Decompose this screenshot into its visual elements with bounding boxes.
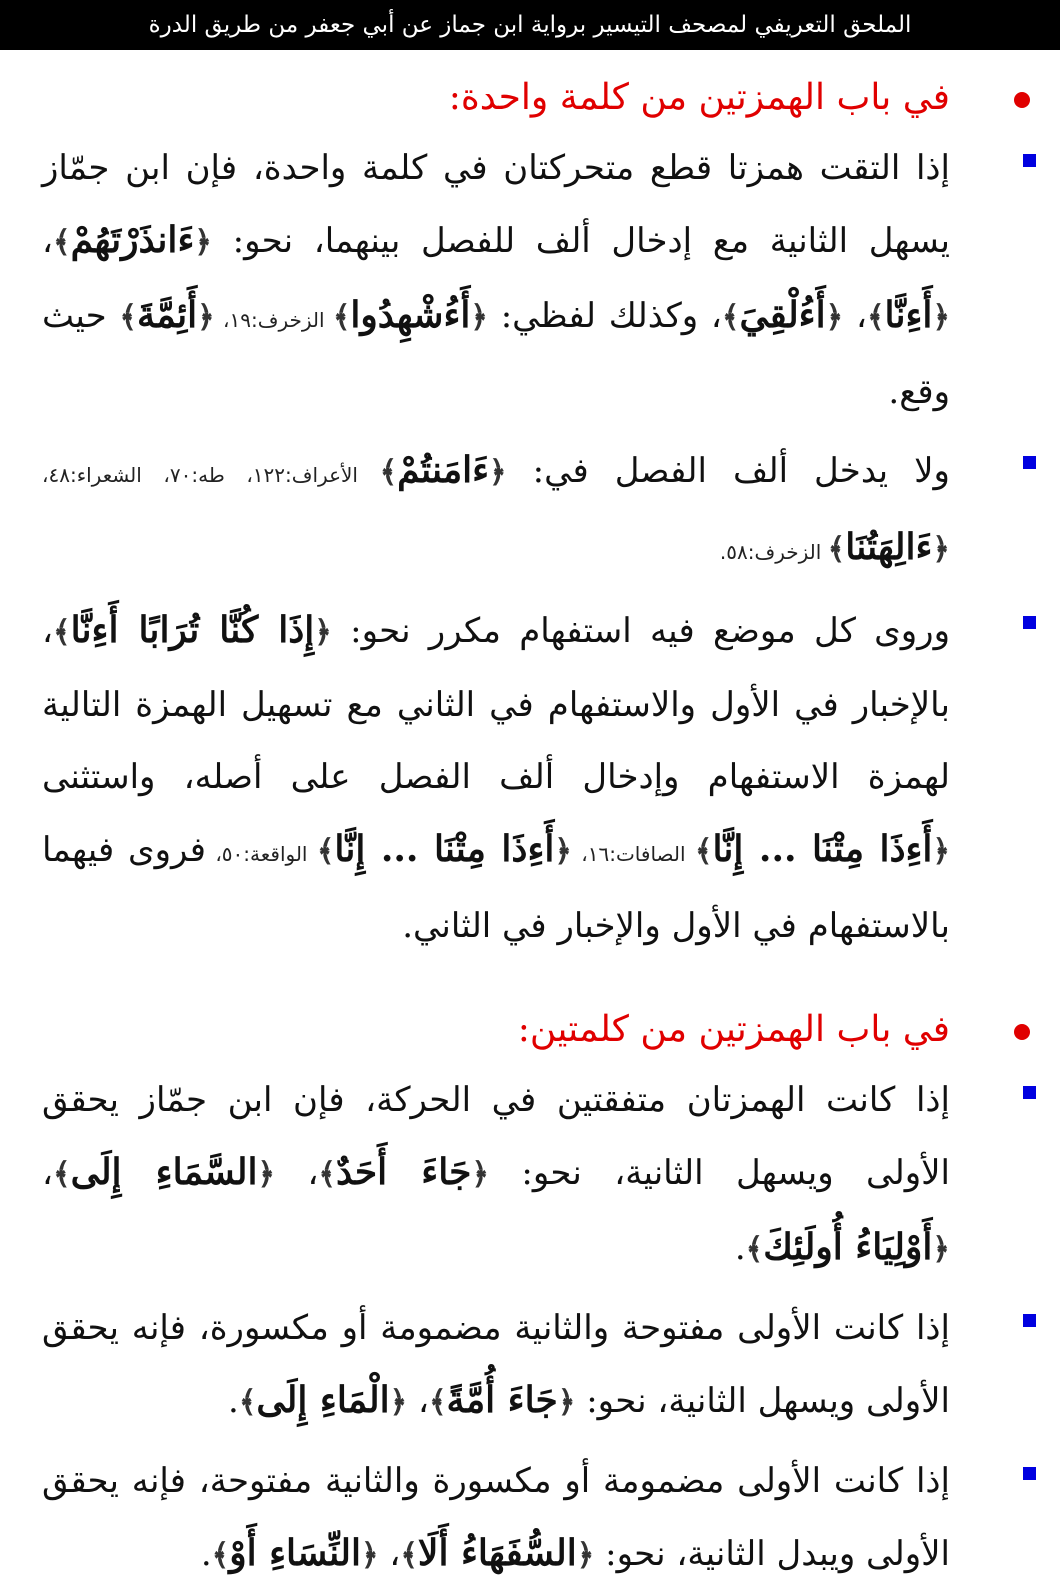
quran-word: ﴿ءَامَنتُمْ﴾ [379,449,507,491]
paragraph: إذا كانت الأولى مفتوحة والثانية مضمومة أو مكسورة، فإنه يحقق الأولى ويسهل الثانية، نحو: ﴿جَاءَ أُمَّةً﴾، ﴿الْمَاءِ إِلَى﴾. [42,1308,950,1421]
blue-square-bullet-icon [1023,154,1036,167]
ornate-bracket-close-icon: ﴾ [238,1385,257,1420]
list-item [42,1064,950,1286]
ornate-bracket-close-icon: ﴾ [52,615,71,650]
ornate-bracket-open-icon: ﴿ [932,532,950,567]
ornate-bracket-close-icon: ﴾ [379,455,398,490]
ornate-bracket-close-icon: ﴾ [721,300,740,335]
verse-reference: الصافات:١٦، [571,842,695,866]
ornate-bracket-close-icon: ﴾ [745,1232,764,1267]
ornate-bracket-close-icon: ﴾ [694,834,713,869]
verse-reference: الأعراف:١٢٢، طه:٧٠، الشعراء:٤٨، [42,463,380,487]
quran-word: ﴿جَاءَ أَحَدٌ﴾ [318,1151,490,1193]
quran-word: ﴿أَئِمَّةَ﴾ [119,294,215,336]
header-title: الملحق التعريفي لمصحف التيسير برواية ابن جماز عن أبي جعفر من طريق الدرة [148,12,912,38]
blue-square-bullet-icon [1023,456,1036,469]
ornate-bracket-open-icon: ﴿ [257,1157,276,1192]
ornate-bracket-open-icon: ﴿ [470,300,488,335]
quran-word: ﴿الْمَاءِ إِلَى﴾ [238,1379,408,1421]
ornate-bracket-open-icon: ﴿ [389,1385,408,1420]
blue-square-bullet-icon [1023,1314,1036,1327]
ornate-bracket-close-icon: ﴾ [52,1157,71,1192]
paragraph: وروى كل موضع فيه استفهام مكرر نحو: ﴿إِذَا كُنَّا تُرَابًا أَءِنَّا﴾، بالإخبار في الأول والاستفهام في الثاني مع تسهيل الهمزة التالية لهمزة الاستفهام وإدخال ألف الفصل على أصله، واستثنى ﴿أَءِذَا مِتْنَا ... إِنَّا﴾ الصافات:١٦، ﴿أَءِذَا مِتْنَا ... إِنَّا﴾ الواقعة:٥٠، فروى فيهما بالاستفهام في الأول والإخبار في الثاني. [42,609,951,946]
list-item [42,434,950,588]
blue-square-bullet-icon [1023,616,1036,629]
quran-word: ﴿السَّمَاءِ إِلَى﴾ [52,1151,276,1193]
ornate-bracket-open-icon: ﴿ [576,1538,595,1573]
ornate-bracket-open-icon: ﴿ [557,1385,576,1420]
quran-word: ﴿جَاءَ أُمَّةً﴾ [428,1379,576,1421]
paragraph: إذا كانت الأولى مضمومة أو مكسورة والثانية مفتوحة، فإنه يحقق الأولى ويبدل الثانية، نحو: ﴿السُّفَهَاءُ أَلَا﴾، ﴿النِّسَاءِ أَوْ﴾. [42,1461,950,1574]
verse-reference: الواقعة:٥٠، [206,842,317,866]
paragraph: إذا التقت همزتا قطع متحركتان في كلمة واحدة، فإن ابن جمّاز يسهل الثانية مع إدخال ألف للفصل بينهما، نحو: ﴿ءَانذَرْتَهُمْ﴾، ﴿أَءِنَّا﴾، ﴿أَءُلْقِيَ﴾، وكذلك لفظي: ﴿أَءُشْهِدُوا﴾ الزخرف:١٩، ﴿أَئِمَّةَ﴾ حيث وقع. [42,148,951,412]
ornate-bracket-open-icon: ﴿ [825,300,844,335]
ornate-bracket-open-icon: ﴿ [489,455,507,490]
section-heading: في باب الهمزتين من كلمتين: [42,1002,950,1058]
paragraph: إذا كانت الهمزتان متفقتين في الحركة، فإن ابن جمّاز يحقق الأولى ويسهل الثانية، نحو: ﴿جَاءَ أَحَدٌ﴾، ﴿السَّمَاءِ إِلَى﴾، ﴿أَوْلِيَاءُ أُولَئِكَ﴾. [42,1080,950,1268]
list-item [42,1445,950,1592]
ornate-bracket-close-icon: ﴾ [52,225,71,260]
ornate-bracket-close-icon: ﴾ [211,1538,230,1573]
blue-square-bullet-icon [1023,1467,1036,1480]
blue-square-bullet-icon [1023,1086,1036,1099]
quran-word: ﴿أَوْلِيَاءُ أُولَئِكَ﴾ [745,1226,950,1268]
quran-word: ﴿أَءِذَا مِتْنَا ... إِنَّا﴾ [316,828,572,870]
quran-word: ﴿أَءُشْهِدُوا﴾ [332,294,488,336]
red-bullet-icon [1014,1024,1030,1040]
quran-word: ﴿أَءِنَّا﴾ [866,294,951,336]
document-body [0,50,1060,1592]
quran-word: ﴿النِّسَاءِ أَوْ﴾ [211,1532,379,1574]
ornate-bracket-close-icon: ﴾ [428,1385,447,1420]
ornate-bracket-open-icon: ﴿ [360,1538,379,1573]
ornate-bracket-open-icon: ﴿ [471,1157,490,1192]
quran-word: ﴿ءَالِهَتُنَا﴾ [827,526,950,568]
ornate-bracket-open-icon: ﴿ [194,225,212,260]
ornate-bracket-close-icon: ﴾ [318,1157,336,1192]
quran-word: ﴿السُّفَهَاءُ أَلَا﴾ [400,1532,595,1574]
verse-reference: الزخرف:٥٨. [719,540,828,564]
quran-word: ﴿ءَانذَرْتَهُمْ﴾ [52,219,212,261]
ornate-bracket-close-icon: ﴾ [119,300,137,335]
list-item [42,132,950,428]
ornate-bracket-close-icon: ﴾ [866,300,885,335]
ornate-bracket-close-icon: ﴾ [827,532,846,567]
red-bullet-icon [1014,92,1030,108]
verse-reference: الزخرف:١٩، [214,308,333,332]
ornate-bracket-open-icon: ﴿ [932,300,951,335]
section-heading: في باب الهمزتين من كلمة واحدة: [42,70,950,126]
quran-word: ﴿أَءِذَا مِتْنَا ... إِنَّا﴾ [694,828,951,870]
ornate-bracket-open-icon: ﴿ [314,615,332,650]
ornate-bracket-close-icon: ﴾ [332,300,351,335]
paragraph: ولا يدخل ألف الفصل في: ﴿ءَامَنتُمْ﴾ الأعراف:١٢٢، طه:٧٠، الشعراء:٤٨، ﴿ءَالِهَتُنَا﴾ الزخرف:٥٨. [42,449,950,568]
ornate-bracket-open-icon: ﴿ [932,834,951,869]
ornate-bracket-close-icon: ﴾ [316,834,335,869]
list-item [42,594,950,962]
page-header [0,0,1060,50]
quran-word: ﴿أَءُلْقِيَ﴾ [721,294,844,336]
quran-word: ﴿إِذَا كُنَّا تُرَابًا أَءِنَّا﴾ [52,609,332,651]
list-item [42,1292,950,1439]
ornate-bracket-open-icon: ﴿ [197,300,215,335]
ornate-bracket-open-icon: ﴿ [932,1232,950,1267]
ornate-bracket-close-icon: ﴾ [400,1538,418,1573]
ornate-bracket-open-icon: ﴿ [554,834,572,869]
